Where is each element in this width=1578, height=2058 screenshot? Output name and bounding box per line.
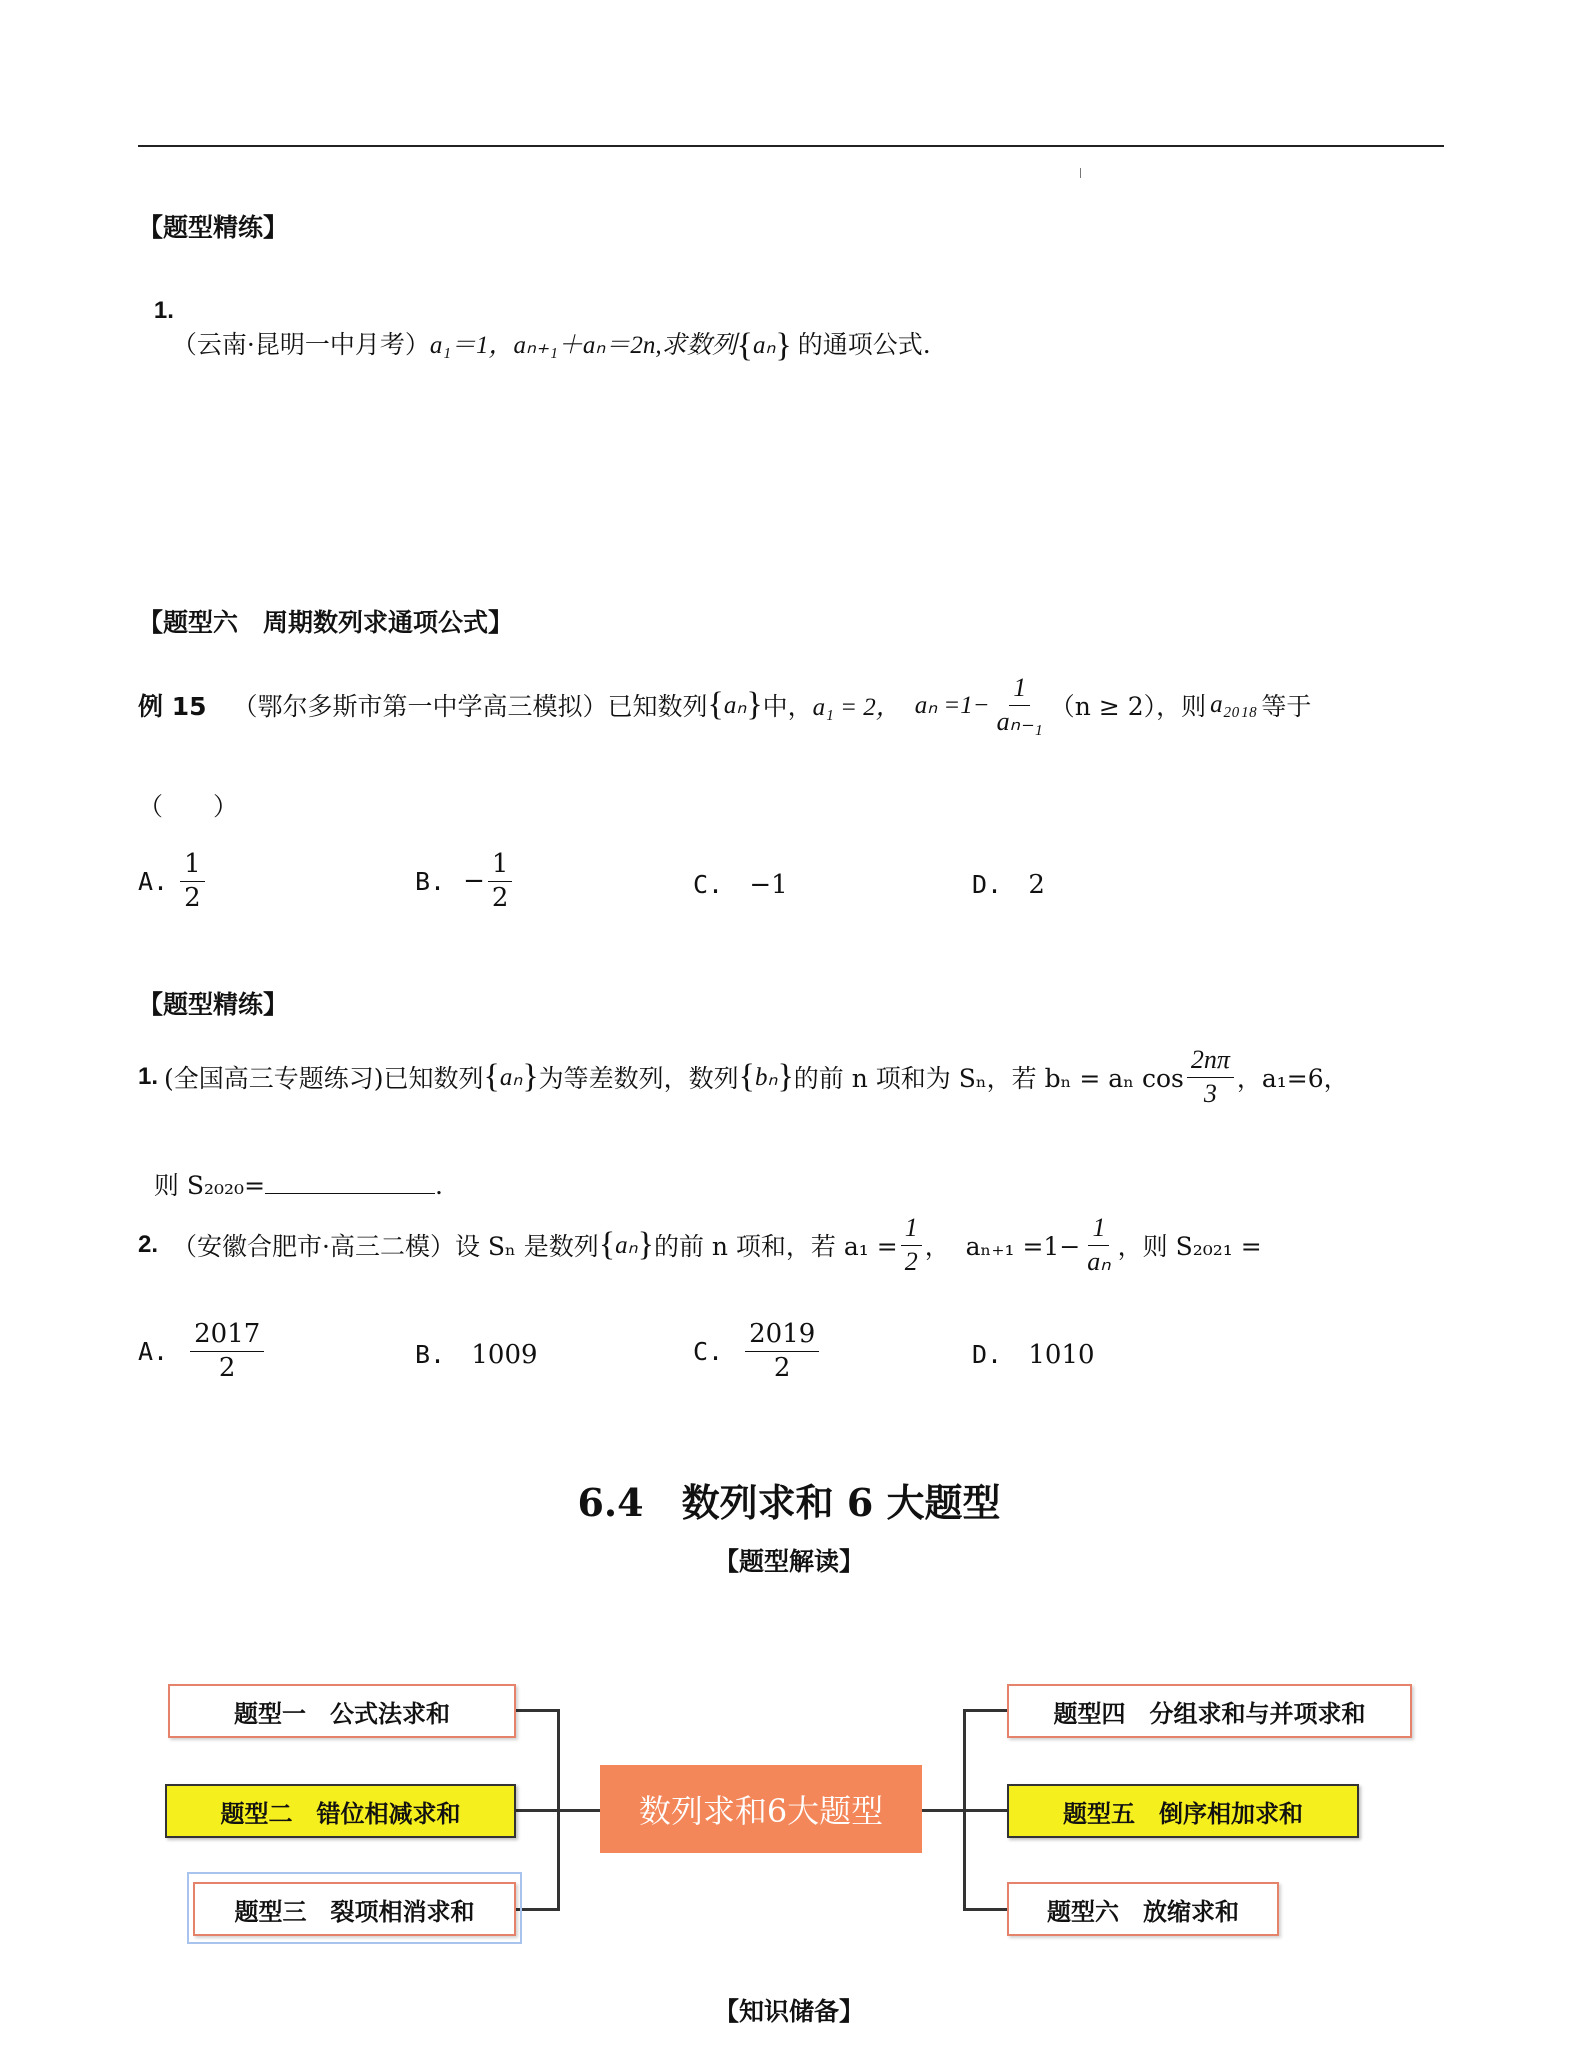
- sequence-symbol: aₙ: [723, 692, 747, 719]
- right-brace: }: [522, 1058, 539, 1095]
- example-ending: 等于: [1261, 692, 1312, 721]
- fraction-numerator: 1: [1088, 1212, 1109, 1246]
- option-sign: −: [463, 866, 485, 896]
- recurrence-fraction: [1083, 1212, 1114, 1278]
- question-number: 2.: [138, 1231, 159, 1258]
- mindmap-center: 数列求和6大题型: [600, 1765, 922, 1853]
- example-source: （鄂尔多斯市第一中学高三模拟）已知数列: [232, 692, 708, 721]
- sequence-b: bₙ: [755, 1064, 778, 1091]
- margin-mark: [1080, 168, 1081, 178]
- example-label: 例 15: [138, 692, 207, 721]
- option-d: [972, 1340, 1095, 1370]
- fraction-numerator: 1: [488, 848, 513, 882]
- mindmap-node-type3: 题型三 裂项相消求和: [193, 1882, 516, 1936]
- question-source: （云南·昆明一中月考）: [171, 330, 430, 359]
- sequence-symbol: aₙ: [752, 332, 776, 359]
- connector: [963, 1709, 1008, 1712]
- cos-fraction: [1187, 1044, 1234, 1110]
- option-c: [693, 1318, 822, 1384]
- right-brace: }: [777, 1058, 794, 1095]
- practice2-question-2: [138, 1212, 1262, 1278]
- fraction-denominator: 2: [184, 882, 201, 913]
- question-text-c: 的前 n 项和为 Sₙ，若 bₙ = aₙ cos: [793, 1064, 1184, 1093]
- fraction-numerator: 2nπ: [1187, 1044, 1234, 1078]
- question-text-d: ，a₁=6，: [1236, 1064, 1349, 1093]
- fraction-denominator: aₙ₋₁: [996, 706, 1043, 736]
- option-fraction: [488, 848, 513, 914]
- option-value: 1009: [471, 1340, 538, 1370]
- mindmap-node-type2: 题型二 错位相减求和: [165, 1784, 516, 1838]
- left-brace: {: [707, 686, 724, 723]
- section-heading-practice-2: 【题型精练】: [138, 990, 289, 1019]
- option-label: B.: [415, 866, 446, 896]
- section-heading-practice: 【题型精练】: [138, 213, 289, 242]
- target-term: a₂₀₁₈: [1210, 691, 1258, 718]
- left-brace: {: [598, 1226, 616, 1263]
- fraction-numerator: 1: [1009, 672, 1030, 706]
- right-brace: }: [746, 686, 763, 723]
- option-b: [415, 848, 515, 914]
- knowledge-heading: 【知识储备】: [713, 1997, 864, 2026]
- section-subtitle: 【题型解读】: [713, 1547, 864, 1576]
- option-label: A.: [138, 866, 169, 896]
- answer-blank: [265, 1193, 435, 1194]
- option-b: [415, 1340, 538, 1370]
- option-a: [138, 848, 208, 914]
- mindmap-node-type4: 题型四 分组求和与并项求和: [1007, 1684, 1412, 1738]
- fraction-denominator: 2: [773, 1352, 791, 1383]
- answer-paren: （ ）: [138, 792, 239, 821]
- recurrence-fraction: [993, 672, 1047, 738]
- connector: [920, 1809, 965, 1812]
- right-brace: }: [637, 1226, 654, 1263]
- fraction-denominator: 2: [491, 882, 509, 913]
- left-brace: {: [483, 1058, 500, 1095]
- fraction-denominator: aₙ: [1087, 1246, 1111, 1276]
- mindmap-node-type1: 题型一 公式法求和: [168, 1684, 516, 1738]
- option-d: [972, 870, 1045, 900]
- example-15: [138, 672, 1311, 738]
- option-fraction: [180, 848, 205, 914]
- practice2-question-1: [138, 1044, 1349, 1110]
- option-a: [138, 1318, 267, 1384]
- fraction-denominator: 3: [1203, 1078, 1217, 1108]
- question-text-a: （安徽合肥市·高三二模）设 Sₙ 是数列: [172, 1232, 599, 1261]
- option-label: C.: [693, 1336, 724, 1366]
- connector: [963, 1908, 1008, 1911]
- right-brace: }: [775, 327, 792, 364]
- option-value: −1: [749, 870, 788, 900]
- question-ending: 的通项公式.: [797, 330, 931, 359]
- left-brace: {: [738, 1058, 755, 1095]
- connector: [515, 1709, 560, 1712]
- sum-label: 则 S₂₀₂₀=: [153, 1171, 266, 1200]
- section-heading-type6: 【题型六 周期数列求通项公式】: [138, 608, 514, 637]
- question-text-d: ，则 S₂₀₂₁ =: [1117, 1232, 1262, 1261]
- example-mid: 中，: [762, 692, 813, 721]
- line-end: .: [435, 1171, 443, 1200]
- fraction-numerator: 1: [180, 848, 205, 882]
- fraction-numerator: 2017: [190, 1318, 264, 1352]
- mindmap-node-type6: 题型六 放缩求和: [1007, 1882, 1279, 1936]
- practice2-question-1-line2: [138, 1137, 443, 1202]
- option-fraction: [190, 1318, 264, 1384]
- option-label: C.: [693, 870, 724, 899]
- sequence-symbol: aₙ: [615, 1232, 638, 1259]
- option-label: B.: [415, 1340, 446, 1369]
- fraction-numerator: 1: [901, 1212, 922, 1246]
- question-number: 1.: [138, 1063, 159, 1090]
- header-rule: [138, 145, 1444, 147]
- option-c: [693, 870, 788, 900]
- option-fraction: [745, 1318, 819, 1384]
- practice-question-1: [138, 266, 931, 365]
- question-text-c: ， aₙ₊₁ =1−: [924, 1232, 1081, 1261]
- recurrence-condition: （n ≥ 2），则: [1049, 692, 1207, 721]
- option-value: 1010: [1028, 1340, 1095, 1370]
- mindmap-node-type5: 题型五 倒序相加求和: [1007, 1784, 1359, 1838]
- connector: [963, 1809, 1008, 1812]
- question-formula: a₁＝1，aₙ₊₁＋aₙ＝2n,求数列: [429, 332, 737, 359]
- left-brace: {: [736, 327, 753, 364]
- initial-fraction: [901, 1212, 922, 1278]
- sequence-a: aₙ: [499, 1064, 523, 1091]
- question-text-b: 为等差数列，数列: [538, 1064, 739, 1093]
- fraction-numerator: 2019: [745, 1318, 819, 1352]
- option-label: D.: [972, 1340, 1003, 1369]
- recurrence-left: aₙ =1−: [914, 692, 990, 719]
- connector: [515, 1809, 560, 1812]
- section-title: 6.4 数列求和 6 大题型: [577, 1480, 1001, 1525]
- option-value: 2: [1028, 870, 1045, 900]
- option-label: D.: [972, 870, 1003, 899]
- option-label: A.: [138, 1336, 169, 1366]
- initial-term: a₁ = 2，: [812, 694, 901, 721]
- fraction-denominator: 2: [218, 1352, 236, 1383]
- question-text-a: (全国高三专题练习)已知数列: [164, 1064, 484, 1093]
- connector: [557, 1809, 602, 1812]
- question-text-b: 的前 n 项和，若 a₁ =: [653, 1232, 898, 1261]
- fraction-denominator: 2: [904, 1246, 918, 1276]
- question-number: 1.: [153, 297, 174, 324]
